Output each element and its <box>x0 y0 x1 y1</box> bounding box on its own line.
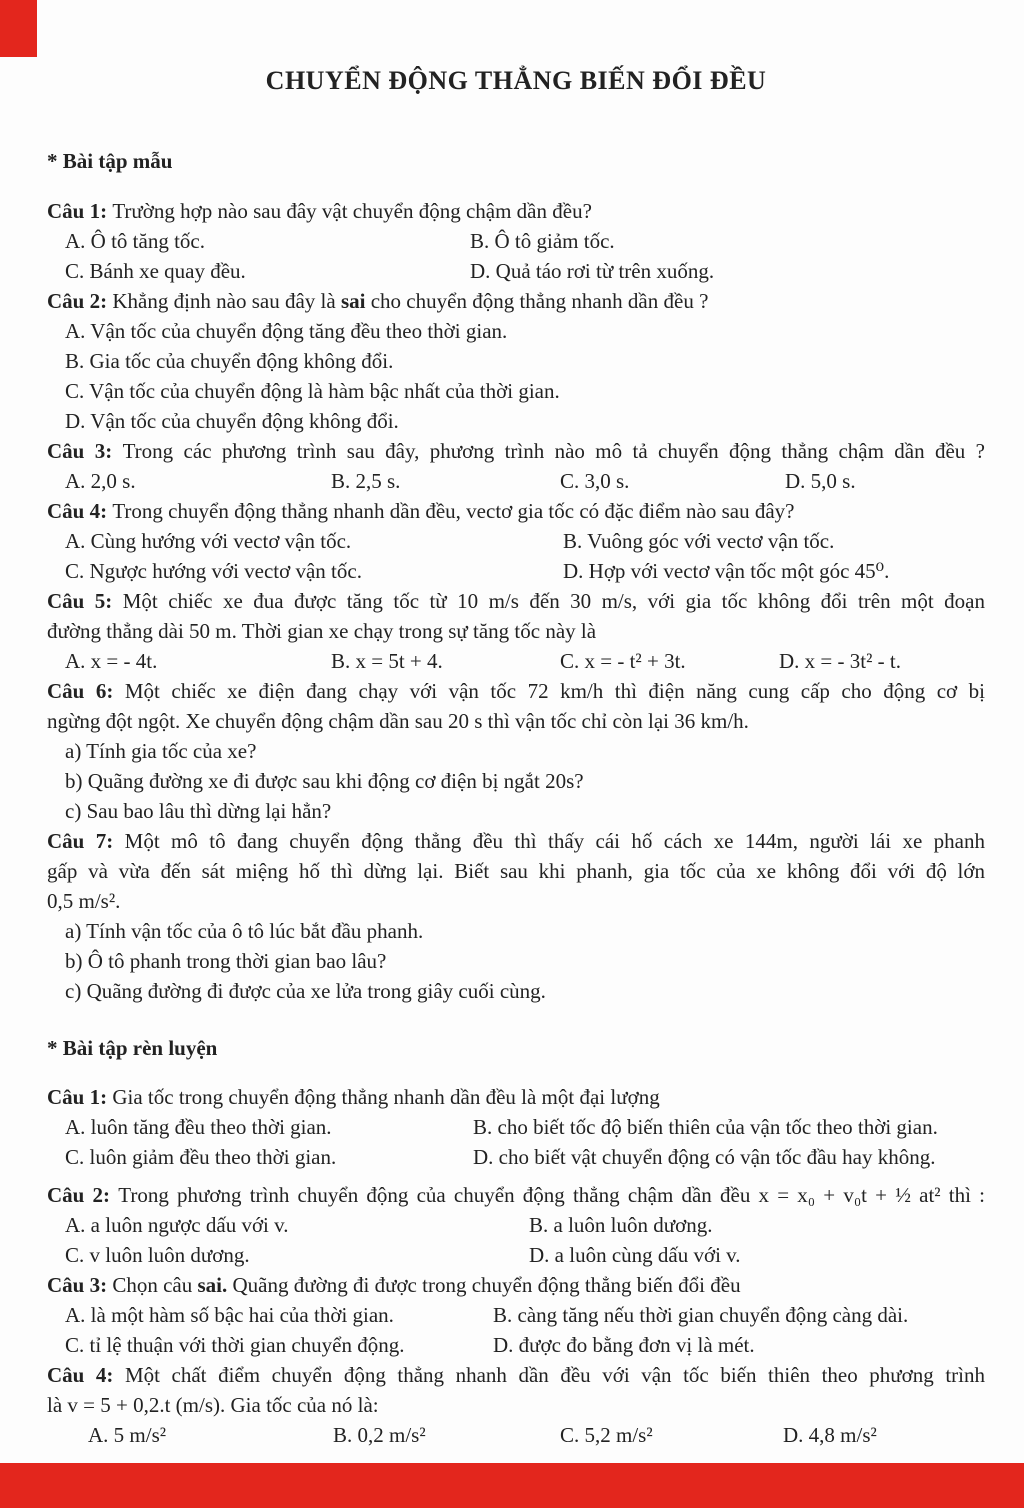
option-cell: B. Vuông góc với vectơ vận tốc. <box>563 529 835 553</box>
text: b) Quãng đường xe đi được sau khi động cơ điện bị ngắt 20s? <box>65 769 584 793</box>
document-content <box>47 64 985 1450</box>
text: D. Vận tốc của chuyển động không đổi. <box>65 409 399 433</box>
section-bai-tap-mau <box>47 146 985 1006</box>
option-cell: C. Ngược hướng với vectơ vận tốc. <box>65 559 362 583</box>
text: Một chất điểm chuyển động thẳng nhanh dần đều với vận tốc biến thiên theo phương trình <box>124 1363 985 1387</box>
text: Gia tốc trong chuyển động thẳng nhanh dần đều là một đại lượng <box>112 1085 660 1109</box>
text-line <box>47 616 985 646</box>
option-cell: D. được đo bằng đơn vị là mét. <box>493 1333 755 1357</box>
text: Quãng đường đi được trong chuyển động thẳng biến đổi đều <box>227 1273 741 1297</box>
option-row <box>47 466 985 496</box>
text: c) Sau bao lâu thì dừng lại hẳn? <box>65 799 332 823</box>
text-line <box>47 316 985 346</box>
option-cell: A. 5 m/s² <box>88 1423 167 1447</box>
red-mask-bottom <box>0 1463 1024 1508</box>
option-cell: B. a luôn luôn dương. <box>529 1213 713 1237</box>
section-lines <box>47 1082 985 1450</box>
text-line <box>47 286 985 316</box>
option-row <box>47 256 985 286</box>
option-cell: C. 5,2 m/s² <box>560 1423 653 1447</box>
option-cell: A. a luôn ngược dấu với v. <box>65 1213 289 1237</box>
bold-text: Câu 7: <box>47 829 125 853</box>
option-cell: C. Bánh xe quay đều. <box>65 259 246 283</box>
document-title: CHUYỂN ĐỘNG THẲNG BIẾN ĐỔI ĐỀU <box>265 66 767 95</box>
option-cell: A. là một hàm số bậc hai của thời gian. <box>65 1303 394 1327</box>
text: Trường hợp nào sau đây vật chuyển động chậm dần đều? <box>112 199 592 223</box>
text-line <box>47 376 985 406</box>
text-line <box>47 196 985 226</box>
text-line <box>47 826 985 856</box>
option-cell: B. Ô tô giảm tốc. <box>470 229 615 253</box>
option-cell: C. luôn giảm đều theo thời gian. <box>65 1145 337 1169</box>
text-line <box>47 946 985 976</box>
text: Trong các phương trình sau đây, phương trình nào mô tả chuyển động thẳng chậm dần đều ? <box>122 439 986 463</box>
option-cell: A. luôn tăng đều theo thời gian. <box>65 1115 332 1139</box>
option-row <box>47 1240 985 1270</box>
text: b) Ô tô phanh trong thời gian bao lâu? <box>65 949 387 973</box>
text-line <box>47 1082 985 1112</box>
option-row <box>47 556 985 586</box>
bold-text: Câu 4: <box>47 1363 125 1387</box>
bold-text: sai. <box>197 1273 228 1297</box>
text-line <box>47 1180 985 1210</box>
text: Một mô tô đang chuyển động thẳng đều thì thấy cái hố cách xe 144m, người lái xe phanh <box>124 829 985 853</box>
option-cell: D. 4,8 m/s² <box>783 1423 877 1447</box>
text: B. Gia tốc của chuyển động không đổi. <box>65 349 394 373</box>
text: Trong chuyển động thẳng nhanh dần đều, vectơ gia tốc có đặc điểm nào sau đây? <box>112 499 795 523</box>
option-row <box>47 226 985 256</box>
option-row <box>47 1420 985 1450</box>
option-cell: D. a luôn cùng dấu với v. <box>529 1243 741 1267</box>
option-row <box>47 1330 985 1360</box>
bold-text: Câu 1: <box>47 1085 113 1109</box>
bold-text: Câu 4: <box>47 499 113 523</box>
text-line <box>47 436 985 466</box>
option-cell: C. x = - t² + 3t. <box>560 649 686 673</box>
text-line <box>47 1390 985 1420</box>
option-cell: C. v luôn luôn dương. <box>65 1243 250 1267</box>
bold-text: Câu 6: <box>47 679 125 703</box>
text: a) Tính vận tốc của ô tô lúc bắt đầu phanh. <box>65 919 424 943</box>
text: 0,5 m/s². <box>47 889 121 913</box>
option-cell: B. cho biết tốc độ biến thiên của vận tốc theo thời gian. <box>473 1115 938 1139</box>
text-line <box>47 406 985 436</box>
text-line <box>47 1360 985 1390</box>
bold-text: Câu 2: <box>47 289 113 313</box>
option-cell: D. cho biết vật chuyển động có vận tốc đầu hay không. <box>473 1145 936 1169</box>
option-cell: B. 0,2 m/s² <box>333 1423 426 1447</box>
text-line <box>47 706 985 736</box>
text: đường thẳng dài 50 m. Thời gian xe chạy trong sự tăng tốc này là <box>47 619 597 643</box>
option-cell: B. x = 5t + 4. <box>331 649 443 673</box>
text: là v = 5 + 0,2.t (m/s). Gia tốc của nó là: <box>47 1393 379 1417</box>
option-cell: C. 3,0 s. <box>560 469 630 493</box>
option-cell: A. 2,0 s. <box>65 469 136 493</box>
bold-text: Câu 3: <box>47 1273 113 1297</box>
text-line <box>47 346 985 376</box>
option-cell: A. Ô tô tăng tốc. <box>65 229 205 253</box>
text-line <box>47 1270 985 1300</box>
bold-text: Câu 2: <box>47 1183 119 1207</box>
section-bai-tap-ren-luyen <box>47 1033 985 1450</box>
text: Một chiếc xe đua được tăng tốc từ 10 m/s đến 30 m/s, với gia tốc không đổi trên một đoạn <box>122 589 985 613</box>
option-cell: D. Quả táo rơi từ trên xuống. <box>470 259 715 283</box>
text: Chọn câu <box>112 1273 198 1297</box>
section-heading: * Bài tập rèn luyện <box>47 1036 218 1060</box>
bold-text: sai <box>340 289 366 313</box>
text: c) Quãng đường đi được của xe lửa trong giây cuối cùng. <box>65 979 546 1003</box>
option-row <box>47 1142 985 1172</box>
option-cell: B. càng tăng nếu thời gian chuyển động càng dài. <box>493 1303 909 1327</box>
option-cell: B. 2,5 s. <box>331 469 401 493</box>
option-cell: C. tỉ lệ thuận với thời gian chuyển động. <box>65 1333 405 1357</box>
bold-text: Câu 1: <box>47 199 113 223</box>
text: C. Vận tốc của chuyển động là hàm bậc nhất của thời gian. <box>65 379 560 403</box>
text-line <box>47 496 985 526</box>
text-line <box>47 736 985 766</box>
option-row <box>47 1300 985 1330</box>
text-line <box>47 766 985 796</box>
bold-text: Câu 3: <box>47 439 123 463</box>
text: ngừng đột ngột. Xe chuyển động chậm dần sau 20 s thì vận tốc chỉ còn lại 36 km/h. <box>47 709 749 733</box>
text-line <box>47 856 985 886</box>
section-heading: * Bài tập mẫu <box>47 149 173 173</box>
text: a) Tính gia tốc của xe? <box>65 739 257 763</box>
section-lines <box>47 196 985 1006</box>
option-cell: D. Hợp với vectơ vận tốc một góc 45⁰. <box>563 559 890 583</box>
text: Khẳng định nào sau đây là <box>112 289 341 313</box>
option-row <box>47 526 985 556</box>
text-line <box>47 886 985 916</box>
text: Một chiếc xe điện đang chạy với vận tốc 72 km/h thì điện năng cung cấp cho động cơ bị <box>124 679 986 703</box>
option-cell: A. Cùng hướng với vectơ vận tốc. <box>65 529 352 553</box>
text-line <box>47 676 985 706</box>
text: Trong phương trình chuyển động của chuyển động thẳng chậm dần đều x = x₀ + v₀t + ½ at² thì : <box>118 1183 985 1207</box>
option-row <box>47 1112 985 1142</box>
text: A. Vận tốc của chuyển động tăng đều theo thời gian. <box>65 319 508 343</box>
red-mask-top-left <box>0 0 37 57</box>
text-line <box>47 586 985 616</box>
text-line <box>47 976 985 1006</box>
text: cho chuyển động thẳng nhanh dần đều ? <box>365 289 709 313</box>
text-line <box>47 796 985 826</box>
text-line <box>47 916 985 946</box>
option-row <box>47 1210 985 1240</box>
option-cell: A. x = - 4t. <box>65 649 158 673</box>
bold-text: Câu 5: <box>47 589 123 613</box>
option-cell: D. 5,0 s. <box>785 469 856 493</box>
option-cell: D. x = - 3t² - t. <box>779 649 901 673</box>
option-row <box>47 646 985 676</box>
text: gấp và vừa đến sát miệng hố thì dừng lại. Biết sau khi phanh, gia tốc của xe không đổi với độ lớn <box>47 859 985 883</box>
